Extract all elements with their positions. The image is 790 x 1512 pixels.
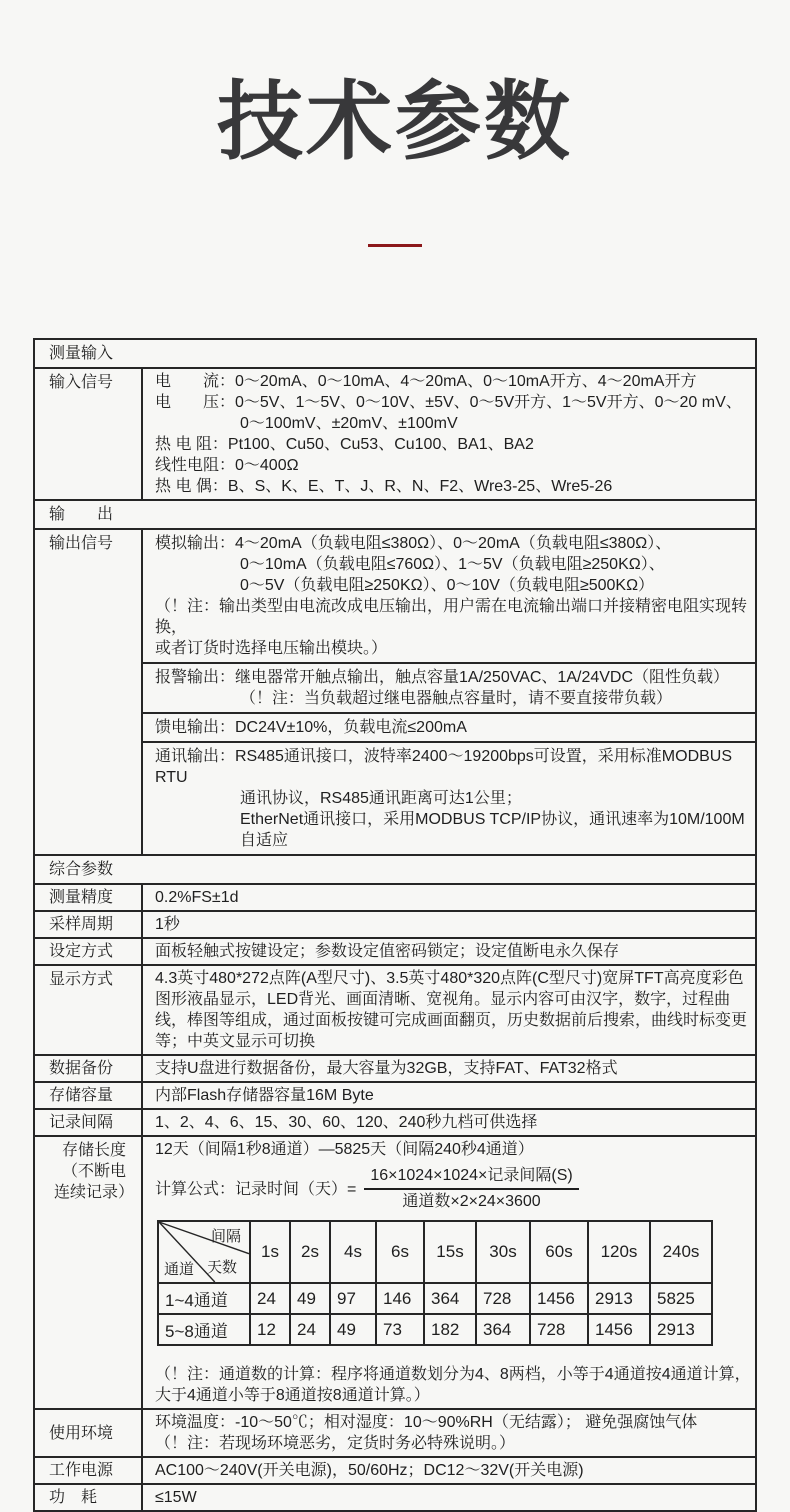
alarm-output-note: （！注：当负载超过继电器触点容量时，请不要直接带负载） bbox=[240, 690, 673, 707]
row-label-text: 采样周期 bbox=[49, 916, 114, 933]
row-content-sampling-period bbox=[143, 912, 755, 937]
row-storage-length bbox=[35, 1135, 755, 1408]
row-label-text: 工作电源 bbox=[49, 1462, 114, 1479]
data-backup-value: 支持U盘进行数据备份，最大容量为32GB，支持FAT、FAT32格式 bbox=[155, 1060, 618, 1077]
row-content-accuracy bbox=[143, 885, 755, 910]
row-storage-capacity bbox=[35, 1081, 755, 1108]
row-label-text: 记录间隔 bbox=[49, 1114, 114, 1131]
storage-length-grid bbox=[157, 1220, 751, 1346]
analog-output-note: （！注：输出类型由电流改成电压输出，用户需在电流输出端口并接精密电阻实现转换， bbox=[155, 598, 748, 636]
row-label-line: 连续记录） bbox=[53, 1184, 134, 1201]
row-content-storage-length bbox=[143, 1137, 755, 1408]
grid-value: 1456 bbox=[588, 1314, 650, 1345]
grid-value: 2913 bbox=[650, 1314, 712, 1345]
row-content-storage-capacity bbox=[143, 1083, 755, 1108]
formula-denominator: 通道数×2×24×3600 bbox=[402, 1193, 541, 1210]
note-line: （！注：通道数的计算：程序将通道数划分为4、8两档，小等于4通道按4通道计算， bbox=[155, 1366, 751, 1383]
row-label-text: 功 耗 bbox=[49, 1489, 98, 1506]
grid-value: 73 bbox=[376, 1314, 424, 1345]
row-environment bbox=[35, 1408, 755, 1456]
record-interval-value: 1、2、4、6、15、30、60、120、240秒九档可供选择 bbox=[155, 1114, 538, 1131]
alarm-output-line: 报警输出：继电器常开触点输出，触点容量1A/250VAC、1A/24VDC（阻性负载） bbox=[155, 669, 730, 686]
setting-method-value: 面板轻触式按键设定；参数设定值密码锁定；设定值断电永久保存 bbox=[155, 943, 620, 960]
row-input-signal bbox=[35, 367, 755, 499]
row-label-accuracy bbox=[35, 885, 143, 910]
row-content-environment bbox=[143, 1410, 755, 1456]
row-label-input-signal bbox=[35, 369, 143, 499]
formula-fraction bbox=[364, 1166, 578, 1212]
row-label-storage-length bbox=[35, 1137, 143, 1408]
formula-numerator: 16×1024×1024×记录间隔(S) bbox=[364, 1166, 578, 1190]
storage-length-formula bbox=[155, 1166, 751, 1212]
input-voltage-line-cont: 0～100mV、±20mV、±100mV bbox=[240, 415, 458, 432]
row-label-line: （不断电 bbox=[61, 1163, 126, 1180]
section-row-measure-input bbox=[35, 340, 755, 367]
environment-note: （！注：若现场环境恶劣，定货时务必特殊说明。） bbox=[155, 1435, 516, 1452]
storage-length-range: 12天（间隔1秒8通道）—5825天（间隔240秒4通道） bbox=[155, 1141, 534, 1158]
accuracy-value: 0.2%FS±1d bbox=[155, 889, 239, 906]
grid-corner-channel-label: 通道 bbox=[164, 1261, 195, 1278]
grid-row-ch5-8 bbox=[158, 1314, 712, 1345]
grid-value: 364 bbox=[424, 1283, 476, 1314]
row-label-record-interval bbox=[35, 1110, 143, 1135]
section-header-output: 输 出 bbox=[49, 506, 114, 523]
row-label-storage-capacity bbox=[35, 1083, 143, 1108]
section-row-general-params bbox=[35, 854, 755, 883]
row-label-text: 显示方式 bbox=[49, 971, 114, 988]
analog-output-note-cont: 或者订货时选择电压输出模块。） bbox=[155, 640, 388, 657]
grid-value: 2913 bbox=[588, 1283, 650, 1314]
row-label-text: 测量精度 bbox=[49, 889, 114, 906]
grid-value: 1456 bbox=[530, 1283, 588, 1314]
input-rtd-line: 热 电 阻：Pt100、Cu50、Cu53、Cu100、BA1、BA2 bbox=[155, 436, 534, 453]
grid-interval-header: 240s bbox=[650, 1221, 712, 1283]
input-voltage-line: 电 压：0～5V、1～5V、0～10V、±5V、0～5V开方、1～5V开方、0～20 mV、 bbox=[155, 394, 742, 411]
input-current-line: 电 流：0～20mA、0～10mA、4～20mA、0～10mA开方、4～20mA开方 bbox=[155, 373, 697, 390]
grid-row-label: 5~8通道 bbox=[158, 1314, 250, 1345]
grid-value: 49 bbox=[290, 1283, 330, 1314]
row-content-data-backup bbox=[143, 1056, 755, 1081]
title-underline bbox=[368, 244, 422, 247]
grid-row-ch1-4 bbox=[158, 1283, 712, 1314]
display-mode-value: 4.3英寸480*272点阵(A型尺寸)、3.5英寸480*320点阵(C型尺寸)宽屏TFT高亮度彩色图形液晶显示，LED背光、画面清晰、宽视角。显示内容可由汉字，数字，过程曲线，棒图等组成，通过面板按键可完成画面翻页，历史数据前后搜索，曲线时标变更等；中英文显示可切换 bbox=[155, 970, 748, 1050]
row-content-record-interval bbox=[143, 1110, 755, 1135]
input-linear-resistance-line: 线性电阻：0～400Ω bbox=[155, 457, 299, 474]
grid-interval-header: 15s bbox=[424, 1221, 476, 1283]
grid-corner-interval-label: 间隔 bbox=[210, 1228, 241, 1245]
row-label-environment bbox=[35, 1410, 143, 1456]
analog-output-subrow bbox=[143, 530, 755, 662]
row-content-power-supply bbox=[143, 1458, 755, 1483]
comm-output-subrow bbox=[143, 741, 755, 854]
row-label-text: 存储容量 bbox=[49, 1087, 114, 1104]
grid-interval-header: 30s bbox=[476, 1221, 530, 1283]
row-label-power-supply bbox=[35, 1458, 143, 1483]
comm-output-line: 通讯输出：RS485通讯接口，波特率2400～19200bps可设置，采用标准MODBUS RTU bbox=[155, 748, 733, 786]
section-row-output bbox=[35, 499, 755, 528]
row-data-backup bbox=[35, 1054, 755, 1081]
section-header-general-params: 综合参数 bbox=[49, 861, 114, 878]
row-power-consumption bbox=[35, 1483, 755, 1510]
grid-corner-days-label: 天数 bbox=[206, 1259, 237, 1276]
row-label-display-mode bbox=[35, 966, 143, 1054]
grid-value: 24 bbox=[290, 1314, 330, 1345]
grid-value: 5825 bbox=[650, 1283, 712, 1314]
row-label-text: 输入信号 bbox=[49, 374, 114, 391]
grid-interval-header: 6s bbox=[376, 1221, 424, 1283]
row-power-supply bbox=[35, 1456, 755, 1483]
grid-value: 24 bbox=[250, 1283, 290, 1314]
power-supply-value: AC100～240V(开关电源)，50/60Hz；DC12～32V(开关电源) bbox=[155, 1462, 584, 1479]
row-label-line: 存储长度 bbox=[61, 1142, 126, 1159]
row-label-setting-method bbox=[35, 939, 143, 964]
grid-value: 49 bbox=[330, 1314, 376, 1345]
storage-length-note bbox=[155, 1364, 751, 1406]
grid-interval-header: 4s bbox=[330, 1221, 376, 1283]
row-record-interval bbox=[35, 1108, 755, 1135]
row-display-mode bbox=[35, 964, 755, 1054]
grid-interval-header: 1s bbox=[250, 1221, 290, 1283]
row-label-sampling-period bbox=[35, 912, 143, 937]
analog-output-line: 模拟输出：4～20mA（负载电阻≤380Ω）、0～20mA（负载电阻≤380Ω）、 bbox=[155, 535, 672, 552]
row-label-text: 设定方式 bbox=[49, 943, 114, 960]
sampling-period-value: 1秒 bbox=[155, 916, 180, 933]
feed-output-line: 馈电输出：DC24V±10%，负载电流≤200mA bbox=[155, 719, 467, 736]
grid-value: 364 bbox=[476, 1314, 530, 1345]
row-content-setting-method bbox=[143, 939, 755, 964]
row-output-signal bbox=[35, 528, 755, 854]
row-setting-method bbox=[35, 937, 755, 964]
grid-value: 728 bbox=[476, 1283, 530, 1314]
alarm-output-subrow bbox=[143, 662, 755, 712]
formula-prefix: 计算公式：记录时间（天）= bbox=[155, 1180, 357, 1198]
page-title: 技术参数 bbox=[217, 74, 573, 170]
row-sampling-period bbox=[35, 910, 755, 937]
row-accuracy bbox=[35, 883, 755, 910]
environment-line: 环境温度：-10～50℃；相对湿度：10～90%RH（无结露）； 避免强腐蚀气体 bbox=[155, 1414, 698, 1431]
analog-output-line-cont: 0～5V（负载电阻≥250KΩ）、0～10V（负载电阻≥500KΩ） bbox=[240, 577, 655, 594]
row-content-power-consumption bbox=[143, 1485, 755, 1510]
row-label-data-backup bbox=[35, 1056, 143, 1081]
grid-value: 97 bbox=[330, 1283, 376, 1314]
row-content-input-signal bbox=[143, 369, 755, 499]
spec-table bbox=[33, 338, 757, 1512]
row-content-output-signal bbox=[143, 530, 755, 854]
grid-interval-header: 120s bbox=[588, 1221, 650, 1283]
row-label-text: 输出信号 bbox=[49, 535, 114, 552]
grid-value: 146 bbox=[376, 1283, 424, 1314]
grid-header-row bbox=[158, 1221, 712, 1283]
comm-output-line-cont: 通讯协议，RS485通讯距离可达1公里； bbox=[240, 790, 522, 807]
row-content-display-mode bbox=[143, 966, 755, 1054]
row-label-text: 使用环境 bbox=[49, 1424, 114, 1442]
grid-corner-cell bbox=[158, 1221, 250, 1283]
grid-interval-header: 60s bbox=[530, 1221, 588, 1283]
grid-value: 182 bbox=[424, 1314, 476, 1345]
input-thermocouple-line: 热 电 偶：B、S、K、E、T、J、R、N、F2、Wre3-25、Wre5-26 bbox=[155, 478, 613, 495]
row-label-text: 数据备份 bbox=[49, 1060, 114, 1077]
comm-output-line-cont: EtherNet通讯接口，采用MODBUS TCP/IP协议，通讯速率为10M/100M自适应 bbox=[240, 811, 745, 849]
row-label-output-signal bbox=[35, 530, 143, 854]
note-line: 大于4通道小等于8通道按8通道计算。） bbox=[155, 1387, 430, 1404]
section-header-measure-input: 测量输入 bbox=[49, 345, 114, 362]
grid-value: 12 bbox=[250, 1314, 290, 1345]
grid-interval-header: 2s bbox=[290, 1221, 330, 1283]
feed-output-subrow bbox=[143, 712, 755, 741]
grid-value: 728 bbox=[530, 1314, 588, 1345]
grid-row-label: 1~4通道 bbox=[158, 1283, 250, 1314]
row-label-power-consumption bbox=[35, 1485, 143, 1510]
storage-capacity-value: 内部Flash存储器容量16M Byte bbox=[155, 1087, 374, 1104]
power-consumption-value: ≤15W bbox=[155, 1489, 197, 1506]
analog-output-line-cont: 0～10mA（负载电阻≤760Ω）、1～5V（负载电阻≥250KΩ）、 bbox=[240, 556, 665, 573]
